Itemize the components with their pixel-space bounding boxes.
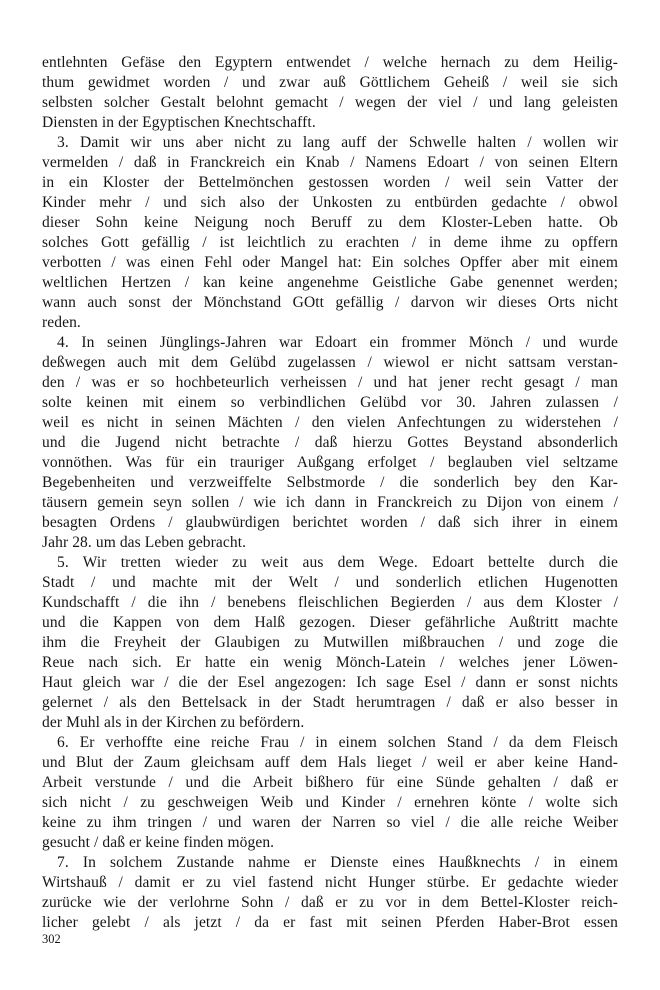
text-line: gesucht / daß er keine finden mögen.: [42, 834, 275, 851]
text-line: zurücke wie der verlohrne Sohn / daß er zu vor in dem Bettel-Kloster reich-: [42, 894, 618, 911]
text-line: ihm die Freyheit der Glaubigen zu Mutwillen mißbrauchen / und zoge die: [42, 634, 618, 651]
text-line: vonnöthen. Was für ein trauriger Außgang erfolget / beglauben viel seltzame: [42, 454, 618, 471]
text-line: weil es nicht in seinen Mächten / den vielen Anfechtungen zu widerstehen /: [42, 414, 618, 431]
text-line: 3. Damit wir uns aber nicht zu lang auff der Schwelle halten / wollen wir: [57, 134, 618, 151]
text-line: solte keinen mit einem so verbindlichen Gelübd vor 30. Jahren zulassen /: [42, 394, 618, 411]
text-line: Reue nach sich. Er hatte ein wenig Mönch-Latein / welches jener Löwen-: [42, 654, 618, 671]
text-line: Kundschafft / die ihn / benebens fleischlichen Begierden / aus dem Kloster /: [42, 594, 618, 611]
text-line: besagten Ordens / glaubwürdigen berichtet worden / daß sich ihrer in einem: [42, 514, 618, 531]
text-line: reden.: [42, 314, 81, 331]
text-line: Jahr 28. um das Leben gebracht.: [42, 534, 247, 551]
text-line: wann auch sonst der Mönchstand GOtt gefällig / darvon wir dieses Orts nicht: [42, 294, 618, 311]
text-line: gelernet / als den Bettelsack in der Stadt herumtragen / daß er also besser in: [42, 694, 618, 711]
text-line: Kinder mehr / und sich also der Unkosten zu entbürden gedachte / obwol: [42, 194, 618, 211]
text-line: Diensten in der Egyptischen Knechtschafft.: [42, 114, 316, 131]
text-line: selbsten solcher Gestalt belohnt gemacht / wegen der viel / und lang geleisten: [42, 94, 618, 111]
text-line: der Muhl als in der Kirchen zu befördern.: [42, 714, 305, 731]
text-line: licher gelebt / als jetzt / da er fast mit seinen Pferden Haber-Brot essen: [42, 914, 618, 931]
text-line: und die Kappen von dem Halß gezogen. Dieser gefährliche Außtritt machte: [42, 614, 618, 631]
text-line: und die Jugend nicht betrachte / daß hierzu Gottes Beystand absonderlich: [42, 434, 618, 451]
text-line: 7. In solchem Zustande nahme er Dienste eines Haußknechts / in einem: [57, 854, 618, 871]
text-line: deßwegen auch mit dem Gelübd zugelassen / wiewol er nicht sattsam verstan-: [42, 354, 618, 371]
text-line: entlehnten Gefäse den Egyptern entwendet / welche hernach zu dem Heilig-: [42, 54, 618, 71]
text-line: solches Gott gefällig / ist leichtlich zu erachten / in deme ihme zu opffern: [42, 234, 618, 251]
text-line: 4. In seinen Jünglings-Jahren war Edoart ein frommer Mönch / und wurde: [57, 334, 618, 351]
text-line: 5. Wir tretten wieder zu weit aus dem Wege. Edoart bettelte durch die: [57, 554, 618, 571]
text-line: in ein Kloster der Bettelmönchen gestossen worden / weil sein Vatter der: [42, 174, 618, 191]
text-line: thum gewidmet worden / und zwar auß Göttlichem Geheiß / weil sie sich: [42, 74, 618, 91]
text-line: Wirtshauß / damit er zu viel fastend nicht Hunger stürbe. Er gedachte wieder: [42, 874, 618, 891]
text-line: weltlichen Hertzen / kan keine angenehme Geistliche Gabe genennet werden;: [42, 274, 618, 291]
text-line: Stadt / und machte mit der Welt / und sonderlich etlichen Hugenotten: [42, 574, 618, 591]
text-line: Arbeit verstunde / und die Arbeit bißhero für eine Sünde gehalten / daß er: [42, 774, 618, 791]
text-line: täusern gemein seyn sollen / wie ich dann in Franckreich zu Dijon von einem /: [42, 494, 618, 511]
text-line: verbotten / was einen Fehl oder Mangel hat: Ein solches Opffer aber mit einem: [42, 254, 618, 271]
text-line: vermelden / daß in Franckreich ein Knab / Namens Edoart / von seinen Eltern: [42, 154, 618, 171]
text-line: keine zu ihm tringen / und waren der Narren so viel / die alle reiche Weiber: [42, 814, 618, 831]
text-line: sich nicht / zu geschweigen Weib und Kinder / ernehren könte / wolte sich: [42, 794, 618, 811]
text-block: [42, 53, 618, 933]
text-line: den / was er so hochbeteurlich verheissen / und hat jener recht gesagt / man: [42, 374, 618, 391]
text-line: Haut gleich war / die der Esel angezogen: Ich sage Esel / dann er sonst nichts: [42, 674, 618, 691]
text-line: 6. Er verhoffte eine reiche Frau / in einem solchen Stand / da dem Fleisch: [57, 734, 618, 751]
text-line: und Blut der Zaum gleichsam auff dem Hals lieget / weil er aber keine Hand-: [42, 754, 618, 771]
page-number: 302: [42, 932, 61, 946]
text-line: Begebenheiten und verzweiffelte Selbstmorde / die sonderlich bey den Kar-: [42, 474, 618, 491]
text-line: dieser Sohn keine Neigung noch Beruff zu dem Kloster-Leben hatte. Ob: [42, 214, 618, 231]
